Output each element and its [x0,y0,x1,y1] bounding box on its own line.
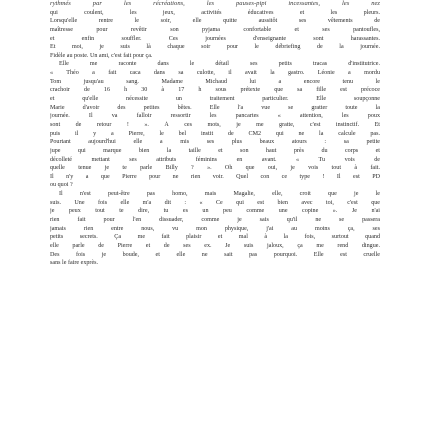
text-line: « Théo a fait caca dans sa culotte, il avait la gastro. Léonie a mordu [50,70,380,77]
text-line: puis il y a Pierre, le bel instit de CM2 qui ne la calcule pas. [50,130,380,137]
text-line: Fidèle au poste. Un ami, c'est fait pour ça. [50,52,153,59]
text-line: je peux tout te dire, tu es un peu comme une copine ». Je n'ai [50,208,380,215]
text-line: et qu'elle nécessite un traitement particulier. Elle soupçonne [50,96,380,103]
text-line: sont de retour ! ». À ces mots, je me gratte, c'est instinctif. Et [50,121,380,128]
text-line: Pourtant aujourd'hui elle a mis ses plus beaux atours : sa petite [50,139,380,146]
text-line: journée. Il va falloir ressortir les pancartes « attention, les poux [50,113,380,120]
text-line: Il n'y a que Pierre pour ne rien voir. Quel con ce type ! Il est PD [50,173,380,180]
text-line: sans le faire exprès. [50,260,99,267]
text-line: jamais rien entre nous, vu mon physique, j'ai au moins ça, ses [50,225,380,232]
text-line: maîtresse pour revêtir son pyjama confortable et ses pantoufles, [50,26,380,33]
text-line: rien fait pour l'en dissuader, comme je sais qu'il ne se passera [50,217,380,224]
text-line: Elle me raconte dans le détail ses petits tracas d'institutrice. [59,61,380,68]
text-line: elle parle de Pierre et de ses ex. Je suis jaloux, ça me rend dingue. [50,242,380,249]
text-line: rythmés par les récréations, les pauses-pipi incessantes, les nez [50,0,380,7]
text-line: Lorsqu'elle rentre le soir, elle quitte aussitôt ses vêtements de [50,18,380,25]
text-line: crachoir de 16 h 30 à 17 h sous prétexte que sa fille est précoce [50,87,380,94]
text-line: Il n'est peut-être pas homo, mais Magalie, elle, croit que je le [59,191,380,198]
text-line: suis. Une fois elle m'a dit : « Ce qui est bien avec toi, c'est que [50,199,380,206]
text-line: qui coulent, les jeux, activités éducatives et les pleurs. [50,9,380,16]
text-line: Des fois je boude, et elle ne sait pas pourquoi. Elle est cruelle [50,251,380,258]
text-line: ou quoi ? [50,182,73,189]
text-line: petits secrets. Ça me fait plaisir et mal à la fois, surtout quand [50,234,380,241]
text-line: décolleté mettant ses attributs féminins en avant. « Tu vois de [50,156,380,163]
text-line: jupe qui marque bien la taille et son haut près du corps et [50,147,380,154]
text-line: quelle tenue je te parle Billy ? ». Oh que oui, je vois tout à fait. [50,165,380,172]
text-line: Marie d'avoir des petites bêtes. Elle l'a vue se gratter toute la [50,104,380,111]
text-line: Tom jusqu'au sang. Madame Michaud lui a encore tenu le [50,78,380,85]
text-line: et enfin souffler. Ces journées d'enseignante sont harassantes. [50,35,380,42]
text-line: Et moi, je suis là chaque soir pour le débriefing de la journée. [50,44,380,51]
body-text [50,0,380,268]
